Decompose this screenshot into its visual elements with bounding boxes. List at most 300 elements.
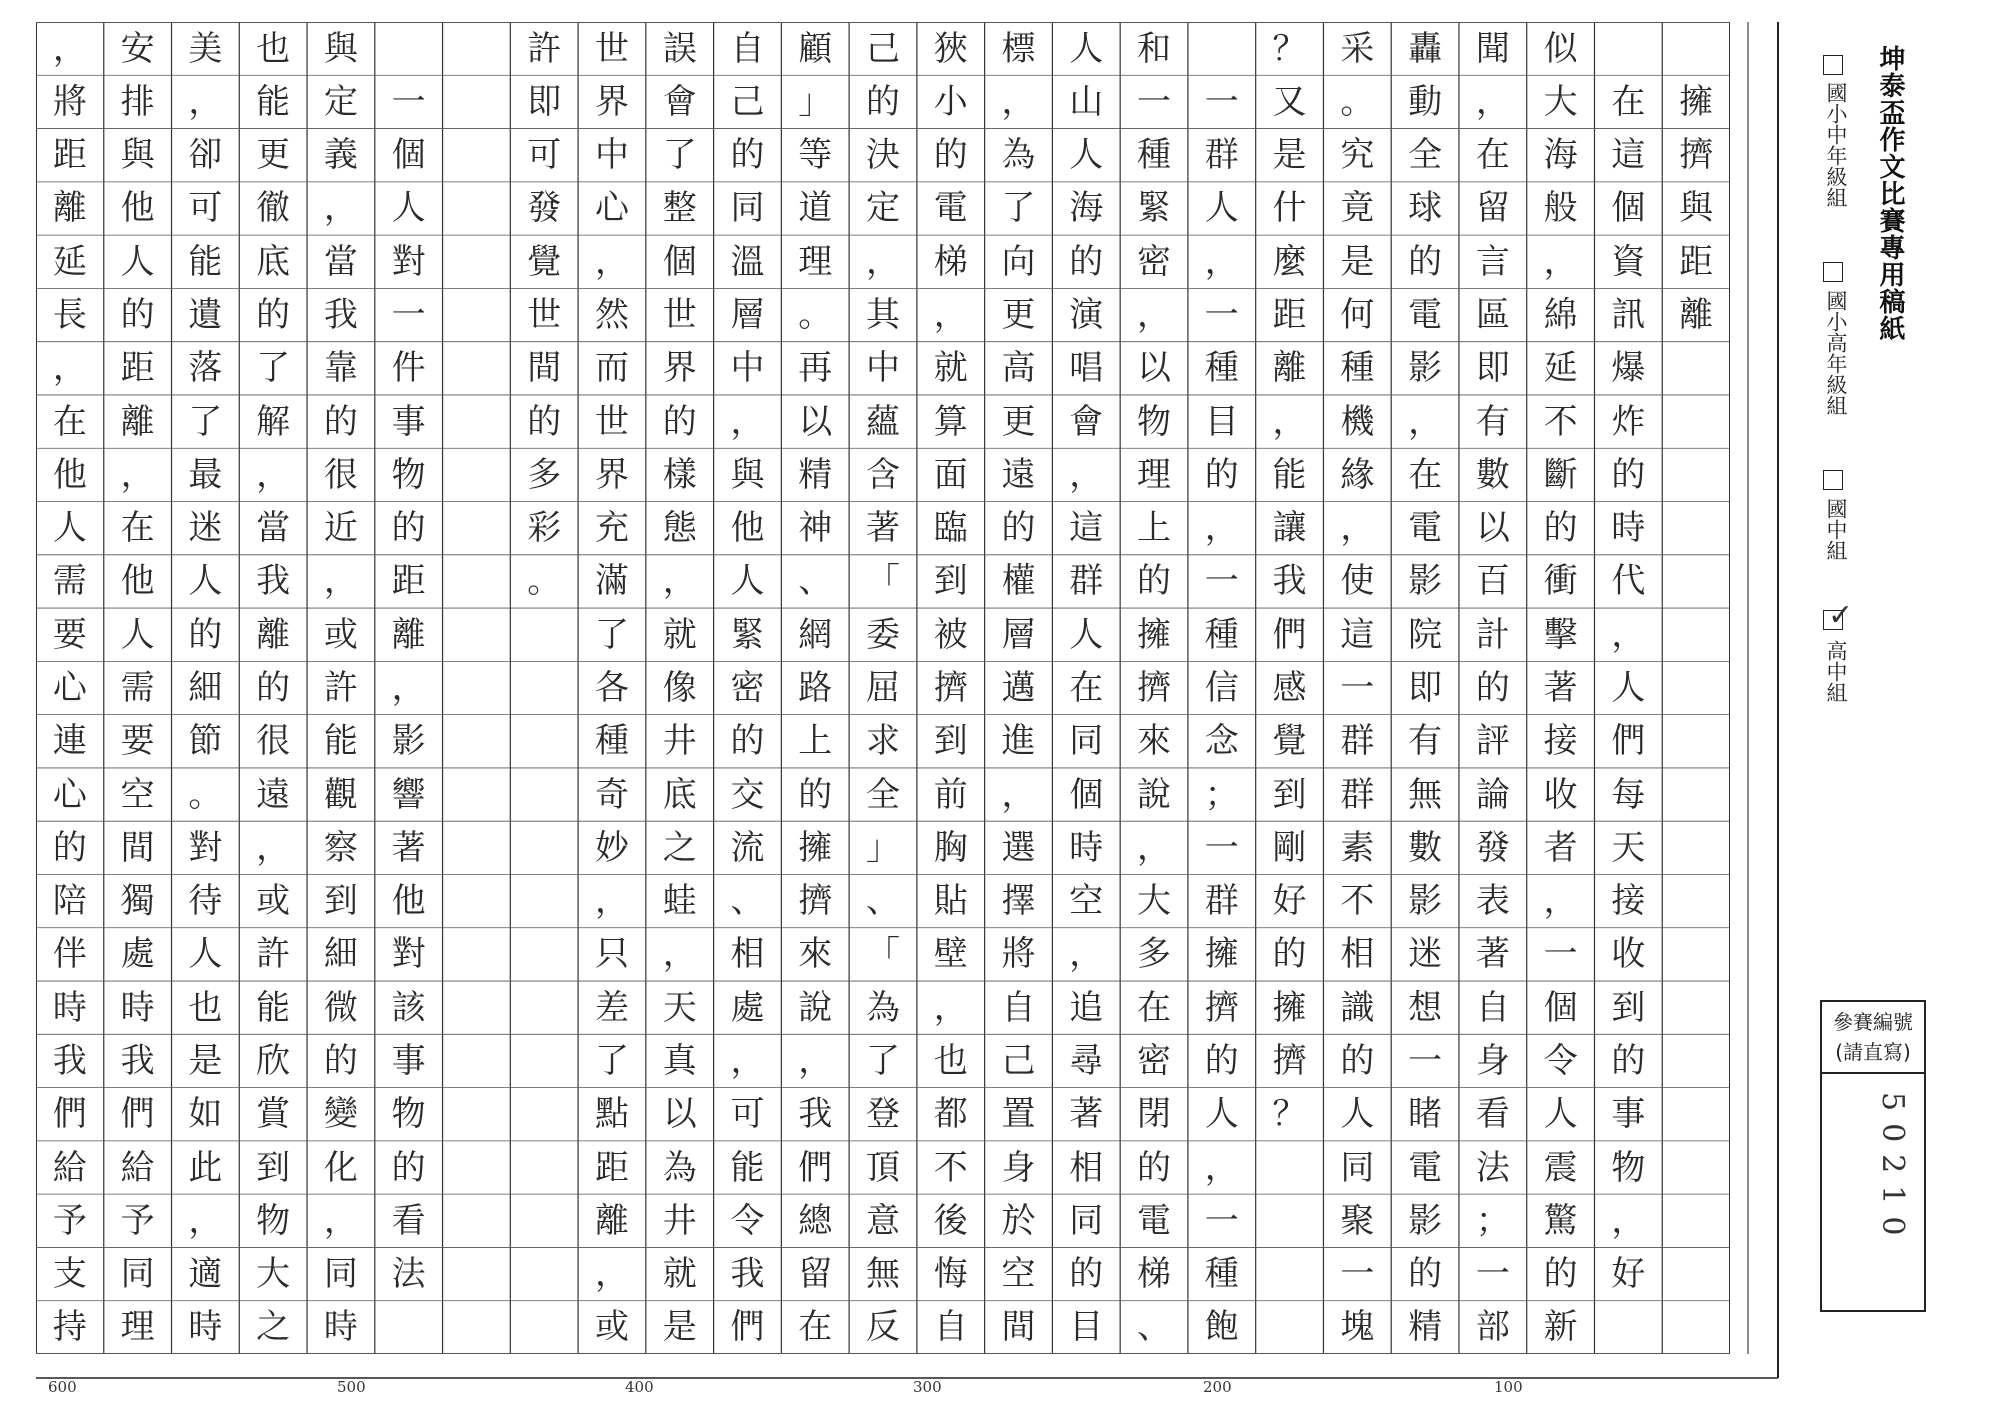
essay-char: 能 [256, 81, 291, 122]
essay-char: 如 [188, 1094, 223, 1135]
essay-char: 全 [865, 774, 900, 815]
essay-char: 個 [1611, 188, 1646, 229]
essay-char: 的 [1137, 1147, 1172, 1188]
essay-char: ， [1543, 881, 1578, 922]
essay-char: 一 [1340, 1254, 1375, 1295]
essay-char: 一 [1340, 667, 1375, 708]
form-brand-title: 坤泰盃作文比賽專用稿紙 [1875, 45, 1905, 342]
essay-char: 而 [594, 348, 629, 389]
essay-char: 爆 [1611, 348, 1646, 389]
essay-char: 邁 [1001, 667, 1036, 708]
essay-char: 連 [52, 721, 87, 762]
essay-char: 尋 [1069, 1040, 1104, 1081]
essay-char: 事 [391, 401, 426, 442]
essay-char: 靠 [323, 348, 358, 389]
tick-500: 500 [337, 1378, 366, 1396]
essay-char: 己 [1001, 1040, 1036, 1081]
essay-char: 賞 [256, 1094, 291, 1135]
essay-char: 自 [1001, 987, 1036, 1028]
essay-char: 部 [1475, 1307, 1510, 1348]
essay-char: 表 [1475, 881, 1510, 922]
essay-char: 持 [52, 1307, 87, 1348]
essay-char: 我 [1272, 561, 1307, 602]
essay-char: 麼 [1272, 241, 1307, 282]
essay-char: 群 [1204, 881, 1239, 922]
essay-char: 在 [1408, 454, 1443, 495]
essay-char: 就 [662, 1254, 697, 1295]
essay-char: ， [256, 827, 291, 868]
essay-char: 能 [256, 987, 291, 1028]
essay-char: 響 [391, 774, 426, 815]
tick-100: 100 [1494, 1378, 1523, 1396]
essay-char: 種 [1204, 348, 1239, 389]
essay-char: 又 [1272, 81, 1307, 122]
tick-400: 400 [625, 1378, 654, 1396]
essay-char: 標 [1001, 28, 1036, 69]
essay-char: 長 [52, 295, 87, 336]
essay-char: 的 [1543, 508, 1578, 549]
essay-char: 個 [1069, 774, 1104, 815]
essay-char: 到 [933, 721, 968, 762]
essay-char: ， [52, 28, 87, 69]
essay-char: 井 [662, 1200, 697, 1241]
essay-char: 需 [120, 667, 155, 708]
essay-char: 事 [391, 1040, 426, 1081]
essay-char: 綿 [1543, 295, 1578, 336]
essay-char: 離 [256, 614, 291, 655]
essay-char: 們 [1611, 721, 1646, 762]
essay-char: ， [188, 81, 223, 122]
essay-char: 安 [120, 28, 155, 69]
essay-char: ？ [1272, 1094, 1307, 1135]
essay-char: 密 [730, 667, 765, 708]
essay-char: 遠 [1001, 454, 1036, 495]
essay-char: 、 [865, 881, 900, 922]
essay-char: 頂 [865, 1147, 900, 1188]
essay-char: ， [1272, 401, 1307, 442]
essay-column [443, 22, 511, 1354]
essay-char: 其 [865, 295, 900, 336]
essay-char: 我 [256, 561, 291, 602]
essay-char: ， [52, 348, 87, 389]
essay-char: 屈 [865, 667, 900, 708]
essay-char: 留 [1475, 188, 1510, 229]
essay-char: 一 [1408, 1040, 1443, 1081]
essay-char: ， [1543, 241, 1578, 282]
essay-column [239, 22, 307, 1354]
essay-char: 距 [1679, 241, 1714, 282]
essay-char: 面 [933, 454, 968, 495]
essay-char: 件 [391, 348, 426, 389]
essay-char: 緊 [730, 614, 765, 655]
entry-number-box [1820, 1000, 1926, 1312]
essay-char: 含 [865, 454, 900, 495]
essay-char: 的 [1543, 1254, 1578, 1295]
essay-char: ， [391, 667, 426, 708]
essay-char: 個 [1543, 987, 1578, 1028]
essay-char: 電 [1408, 295, 1443, 336]
essay-char: 般 [1543, 188, 1578, 229]
essay-char: 的 [52, 827, 87, 868]
essay-char: 。 [527, 561, 562, 602]
essay-char: 美 [188, 28, 223, 69]
essay-char: 發 [527, 188, 562, 229]
essay-char: 點 [594, 1094, 629, 1135]
essay-char: 悔 [933, 1254, 968, 1295]
essay-char: 發 [1475, 827, 1510, 868]
essay-char: 的 [798, 774, 833, 815]
option-elementary-upper: 國小高年級組 [1824, 290, 1848, 416]
essay-char: 是 [662, 1307, 697, 1348]
essay-char: 對 [391, 934, 426, 975]
essay-char: 權 [1001, 561, 1036, 602]
essay-char: ， [1069, 934, 1104, 975]
essay-char: 海 [1543, 135, 1578, 176]
essay-char: 個 [662, 241, 697, 282]
essay-char: 可 [188, 188, 223, 229]
essay-char: 細 [188, 667, 223, 708]
essay-char: 時 [188, 1307, 223, 1348]
essay-char: 無 [865, 1254, 900, 1295]
essay-char: 高 [1001, 348, 1036, 389]
essay-char: ， [1611, 1200, 1646, 1241]
essay-char: 即 [527, 81, 562, 122]
essay-char: 到 [256, 1147, 291, 1188]
essay-char: 欣 [256, 1040, 291, 1081]
essay-char: 數 [1475, 454, 1510, 495]
essay-char: 人 [1069, 614, 1104, 655]
essay-char: 的 [391, 508, 426, 549]
essay-char: 也 [933, 1040, 968, 1081]
essay-char: 震 [1543, 1147, 1578, 1188]
essay-char: 前 [933, 774, 968, 815]
essay-char: 動 [1408, 81, 1443, 122]
essay-char: 等 [798, 135, 833, 176]
essay-char: 竟 [1340, 188, 1375, 229]
essay-char: ， [1204, 241, 1239, 282]
essay-char: 人 [1204, 188, 1239, 229]
essay-char: 小 [933, 81, 968, 122]
essay-char: 「 [865, 934, 900, 975]
essay-char: 人 [1069, 135, 1104, 176]
essay-char: 密 [1137, 241, 1172, 282]
essay-char: 、 [730, 881, 765, 922]
essay-char: 到 [933, 561, 968, 602]
essay-char: 人 [1543, 1094, 1578, 1135]
essay-char: ， [594, 881, 629, 922]
entry-number-instruction: (請直寫) [1835, 1040, 1911, 1064]
essay-column [1594, 22, 1662, 1354]
essay-char: 物 [1137, 401, 1172, 442]
essay-char: 覺 [1272, 721, 1307, 762]
essay-column [781, 22, 849, 1354]
essay-char: 近 [323, 508, 358, 549]
essay-char: 的 [1137, 561, 1172, 602]
essay-char: 百 [1475, 561, 1510, 602]
essay-char: 了 [256, 348, 291, 389]
essay-char: 的 [1001, 508, 1036, 549]
essay-char: 好 [1272, 881, 1307, 922]
essay-char: 間 [527, 348, 562, 389]
essay-char: 層 [1001, 614, 1036, 655]
essay-char: 的 [730, 721, 765, 762]
essay-char: 世 [594, 401, 629, 442]
essay-char: 身 [1001, 1147, 1036, 1188]
essay-char: ， [323, 1200, 358, 1241]
essay-char: 相 [1069, 1147, 1104, 1188]
essay-char: 離 [120, 401, 155, 442]
essay-char: 神 [798, 508, 833, 549]
essay-char: 衝 [1543, 561, 1578, 602]
essay-char: 到 [1611, 987, 1646, 1028]
essay-char: 電 [1408, 508, 1443, 549]
essay-char: 聚 [1340, 1200, 1375, 1241]
essay-char: ， [1204, 1147, 1239, 1188]
essay-char: 自 [933, 1307, 968, 1348]
essay-char: 們 [730, 1307, 765, 1348]
essay-char: 相 [1340, 934, 1375, 975]
essay-char [1594, 22, 1662, 75]
essay-char: 聞 [1475, 28, 1510, 69]
essay-char: 的 [1340, 1040, 1375, 1081]
essay-char: 新 [1543, 1307, 1578, 1348]
essay-char: 身 [1475, 1040, 1510, 1081]
checkbox-junior-high[interactable] [1823, 470, 1843, 490]
essay-char: 他 [120, 561, 155, 602]
essay-char: 時 [120, 987, 155, 1028]
essay-char: 可 [527, 135, 562, 176]
essay-char: 界 [594, 81, 629, 122]
essay-char: 人 [391, 188, 426, 229]
essay-char: 道 [798, 188, 833, 229]
essay-char: 彩 [527, 508, 562, 549]
essay-char: 進 [1001, 721, 1036, 762]
essay-char: 委 [865, 614, 900, 655]
essay-char: 變 [323, 1094, 358, 1135]
essay-char: 信 [1204, 667, 1239, 708]
essay-char: 大 [256, 1254, 291, 1295]
essay-char: 再 [798, 348, 833, 389]
essay-char: 胸 [933, 827, 968, 868]
essay-char: ， [1475, 81, 1510, 122]
essay-char: 的 [120, 295, 155, 336]
essay-char: 資 [1611, 241, 1646, 282]
essay-char: 梯 [1137, 1254, 1172, 1295]
tick-200: 200 [1203, 1378, 1232, 1396]
essay-char: 唱 [1069, 348, 1104, 389]
essay-char: 山 [1069, 81, 1104, 122]
essay-char: 人 [1204, 1094, 1239, 1135]
essay-char: 與 [323, 28, 358, 69]
essay-char: 影 [1408, 1200, 1443, 1241]
essay-char: 人 [1611, 667, 1646, 708]
essay-char: 炸 [1611, 401, 1646, 442]
essay-char: 迷 [1408, 934, 1443, 975]
essay-char: 為 [1001, 135, 1036, 176]
essay-column [917, 22, 985, 1354]
essay-char: 自 [730, 28, 765, 69]
essay-char: 這 [1340, 614, 1375, 655]
essay-char: 有 [1408, 721, 1443, 762]
essay-char: 說 [1137, 774, 1172, 815]
essay-char: 覺 [527, 241, 562, 282]
essay-char: 閉 [1137, 1094, 1172, 1135]
essay-char: 會 [1069, 401, 1104, 442]
essay-char: 解 [256, 401, 291, 442]
essay-char: 一 [1543, 934, 1578, 975]
essay-char: 的 [323, 401, 358, 442]
essay-char: 向 [1001, 241, 1036, 282]
essay-char: 求 [865, 721, 900, 762]
essay-char: 予 [120, 1200, 155, 1241]
essay-char: 擠 [1204, 987, 1239, 1028]
essay-char: 態 [662, 508, 697, 549]
essay-char: 在 [120, 508, 155, 549]
essay-char: 理 [1137, 454, 1172, 495]
essay-char: 化 [323, 1147, 358, 1188]
essay-char: 觀 [323, 774, 358, 815]
essay-char: 伴 [52, 934, 87, 975]
checkbox-elementary-upper[interactable] [1823, 262, 1843, 282]
essay-char: 人 [730, 561, 765, 602]
essay-char: 最 [188, 454, 223, 495]
essay-char: 然 [594, 295, 629, 336]
essay-char: 事 [1611, 1094, 1646, 1135]
essay-char: 們 [798, 1147, 833, 1188]
essay-char: 空 [120, 774, 155, 815]
essay-char: 也 [188, 987, 223, 1028]
essay-char: 對 [391, 241, 426, 282]
essay-char: 的 [662, 401, 697, 442]
essay-char: 在 [1069, 667, 1104, 708]
essay-char: 像 [662, 667, 697, 708]
essay-char: 許 [527, 28, 562, 69]
essay-char: 流 [730, 827, 765, 868]
essay-char: 世 [662, 295, 697, 336]
essay-char: 將 [52, 81, 87, 122]
essay-char: 一 [391, 295, 426, 336]
essay-char: 顧 [798, 28, 833, 69]
essay-char: 決 [865, 135, 900, 176]
essay-char: 來 [798, 934, 833, 975]
essay-char: 到 [1272, 774, 1307, 815]
essay-char: ， [1611, 614, 1646, 655]
essay-char: 間 [120, 827, 155, 868]
essay-char: 什 [1272, 188, 1307, 229]
essay-char: 溫 [730, 241, 765, 282]
essay-char: 延 [52, 241, 87, 282]
essay-char: 反 [865, 1307, 900, 1348]
essay-char: 適 [188, 1254, 223, 1295]
essay-char: 登 [865, 1094, 900, 1135]
essay-char: 要 [52, 614, 87, 655]
essay-char: ， [1069, 454, 1104, 495]
essay-char: 充 [594, 508, 629, 549]
essay-char: ， [1001, 774, 1036, 815]
essay-column [578, 22, 646, 1354]
essay-char: 了 [188, 401, 223, 442]
essay-char: 何 [1340, 295, 1375, 336]
essay-char [1662, 22, 1730, 75]
essay-char: 。 [188, 774, 223, 815]
essay-char: 滿 [594, 561, 629, 602]
essay-char: 處 [120, 934, 155, 975]
essay-char: 獨 [120, 881, 155, 922]
essay-column [1391, 22, 1459, 1354]
essay-char: 擁 [798, 827, 833, 868]
essay-char: 追 [1069, 987, 1104, 1028]
essay-char: 想 [1408, 987, 1443, 1028]
essay-char: 的 [1204, 1040, 1239, 1081]
essay-char: 能 [730, 1147, 765, 1188]
manuscript-grid [36, 22, 1730, 1354]
essay-char: 會 [662, 81, 697, 122]
essay-char: 微 [323, 987, 358, 1028]
essay-char: ， [933, 987, 968, 1028]
essay-char: 以 [798, 401, 833, 442]
essay-char: 就 [662, 614, 697, 655]
essay-char: 同 [730, 188, 765, 229]
essay-char: 貼 [933, 881, 968, 922]
essay-char: 影 [1408, 881, 1443, 922]
essay-char: 緣 [1340, 454, 1375, 495]
essay-char: ， [594, 1254, 629, 1295]
entry-number-label: 參賽編號 [1833, 1010, 1913, 1034]
essay-char: 可 [730, 1094, 765, 1135]
essay-char: 落 [188, 348, 223, 389]
option-elementary-middle: 國小中年級組 [1824, 82, 1848, 208]
essay-char: 待 [188, 881, 223, 922]
essay-char: 們 [52, 1094, 87, 1135]
essay-char: 擁 [1679, 81, 1714, 122]
tick-600: 600 [48, 1378, 77, 1396]
essay-char: 給 [120, 1147, 155, 1188]
essay-char: 為 [865, 987, 900, 1028]
essay-char: ？ [1272, 28, 1307, 69]
essay-char: 他 [52, 454, 87, 495]
essay-char: 大 [1543, 81, 1578, 122]
essay-column [1662, 22, 1730, 1354]
essay-char: 的 [188, 614, 223, 655]
essay-char: 距 [52, 135, 87, 176]
essay-char: 來 [1137, 721, 1172, 762]
option-junior-high: 國中組 [1824, 498, 1848, 561]
essay-char: 處 [730, 987, 765, 1028]
essay-column [1188, 22, 1256, 1354]
essay-char: 睹 [1408, 1094, 1443, 1135]
essay-char: 好 [1611, 1254, 1646, 1295]
essay-char: 大 [1137, 881, 1172, 922]
essay-char: 一 [1204, 295, 1239, 336]
essay-char: 的 [933, 135, 968, 176]
essay-char: 種 [1204, 614, 1239, 655]
essay-char: 說 [798, 987, 833, 1028]
checkbox-elementary-middle[interactable] [1823, 55, 1843, 75]
essay-char: 收 [1543, 774, 1578, 815]
essay-char: 驚 [1543, 1200, 1578, 1241]
essay-char: 更 [256, 135, 291, 176]
essay-char: 網 [798, 614, 833, 655]
essay-char: 離 [391, 614, 426, 655]
essay-char: 定 [323, 81, 358, 122]
essay-char: 同 [323, 1254, 358, 1295]
essay-char: 他 [120, 188, 155, 229]
essay-char: 物 [391, 454, 426, 495]
essay-char: 人 [52, 508, 87, 549]
essay-column [1527, 22, 1595, 1354]
essay-char: 言 [1475, 241, 1510, 282]
essay-char: 種 [594, 721, 629, 762]
